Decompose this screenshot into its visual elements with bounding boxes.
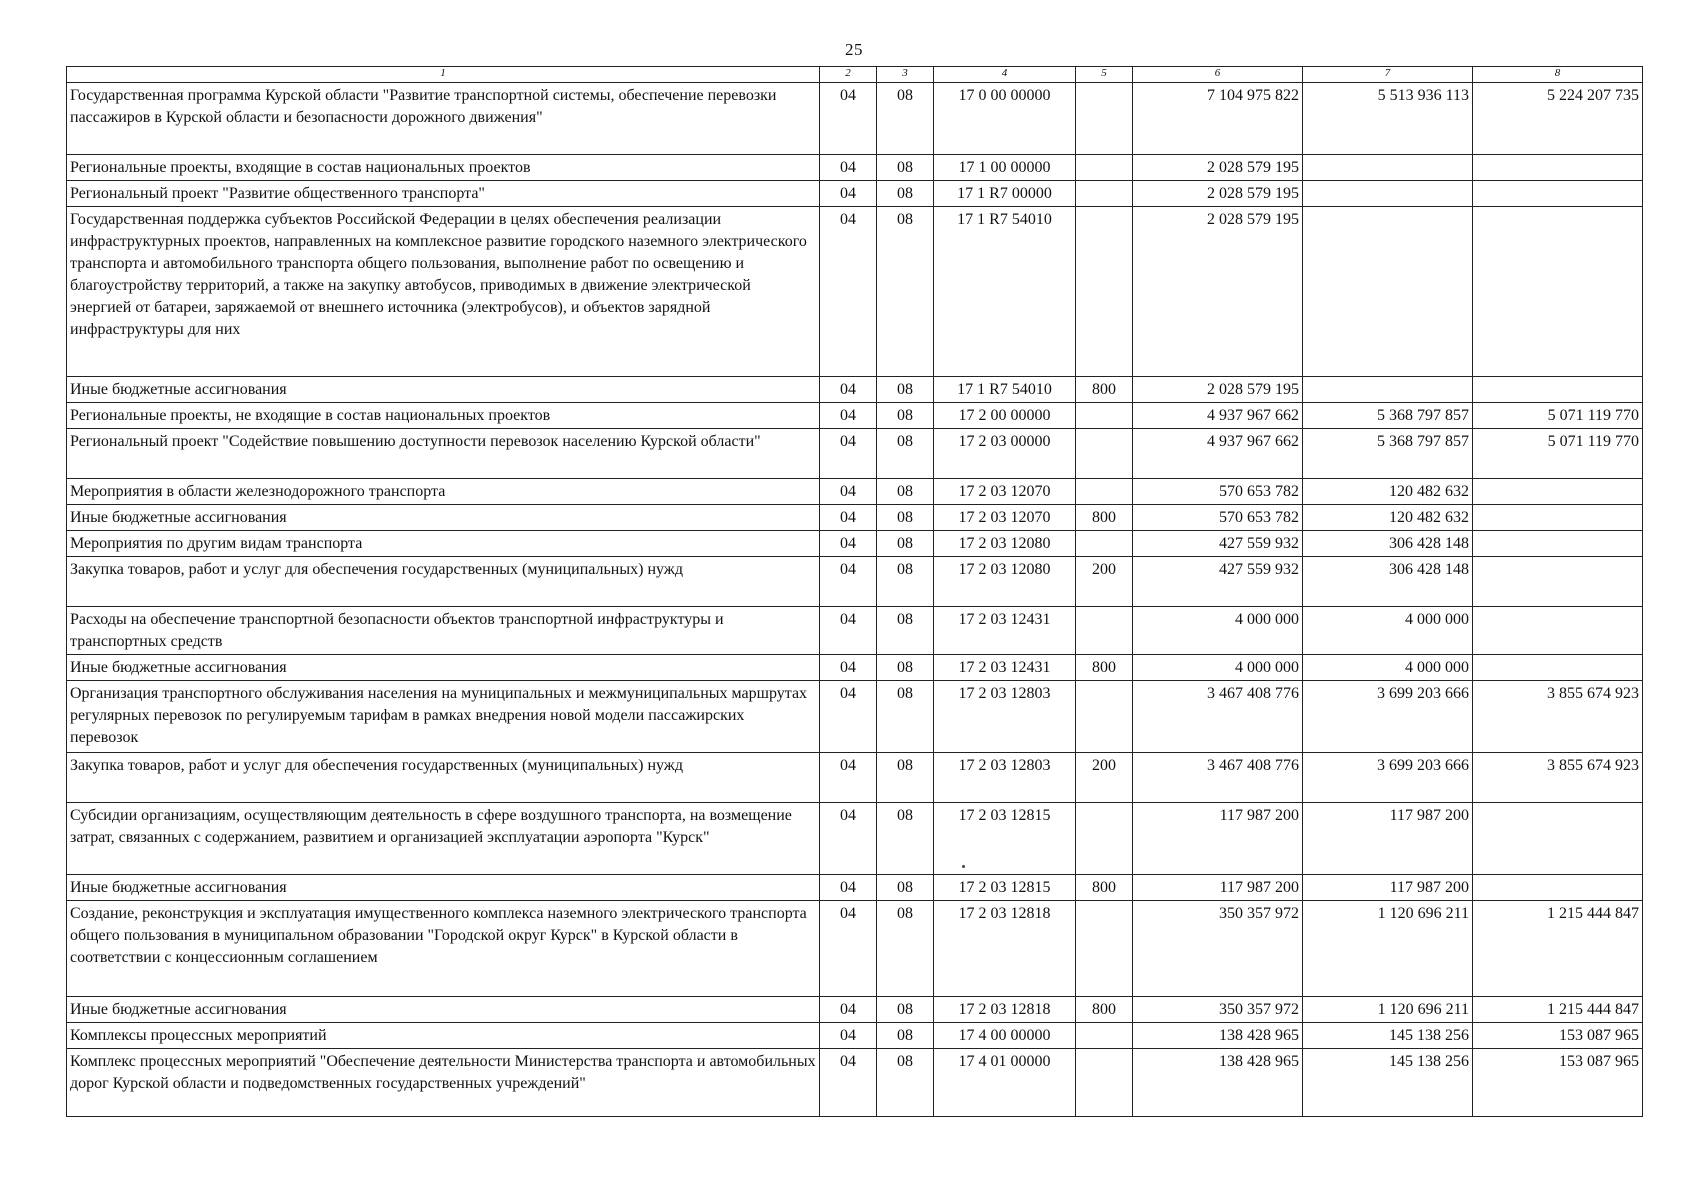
amount-year-3 bbox=[1473, 607, 1643, 655]
amount-year-1: 2 028 579 195 bbox=[1133, 377, 1303, 403]
row-name: Иные бюджетные ассигнования bbox=[67, 875, 820, 901]
amount-year-3 bbox=[1473, 181, 1643, 207]
amount-year-2: 5 368 797 857 bbox=[1303, 429, 1473, 479]
amount-year-3 bbox=[1473, 207, 1643, 377]
subsection-code: 08 bbox=[877, 531, 934, 557]
table-row bbox=[67, 1049, 1643, 1117]
target-article-code: 17 4 01 00000 bbox=[934, 1049, 1076, 1117]
subsection-code: 08 bbox=[877, 1023, 934, 1049]
subsection-code: 08 bbox=[877, 403, 934, 429]
amount-year-3 bbox=[1473, 155, 1643, 181]
row-name: Комплексы процессных мероприятий bbox=[67, 1023, 820, 1049]
table-row bbox=[67, 875, 1643, 901]
amount-year-3 bbox=[1473, 655, 1643, 681]
amount-year-1: 138 428 965 bbox=[1133, 1049, 1303, 1117]
expense-type-code bbox=[1076, 803, 1133, 875]
table-row bbox=[67, 1023, 1643, 1049]
section-code: 04 bbox=[820, 681, 877, 753]
expense-type-code: 800 bbox=[1076, 505, 1133, 531]
subsection-code: 08 bbox=[877, 901, 934, 997]
table-row bbox=[67, 531, 1643, 557]
expense-type-code: 800 bbox=[1076, 875, 1133, 901]
amount-year-1: 2 028 579 195 bbox=[1133, 155, 1303, 181]
amount-year-2: 117 987 200 bbox=[1303, 875, 1473, 901]
section-code: 04 bbox=[820, 479, 877, 505]
subsection-code: 08 bbox=[877, 207, 934, 377]
target-article-code: 17 2 03 12080 bbox=[934, 557, 1076, 607]
expense-type-code bbox=[1076, 181, 1133, 207]
amount-year-1: 117 987 200 bbox=[1133, 875, 1303, 901]
section-code: 04 bbox=[820, 403, 877, 429]
page-number: 25 bbox=[845, 40, 863, 59]
amount-year-1: 570 653 782 bbox=[1133, 479, 1303, 505]
target-article-code: 17 2 03 12070 bbox=[934, 505, 1076, 531]
amount-year-1: 117 987 200 bbox=[1133, 803, 1303, 875]
table-row bbox=[67, 997, 1643, 1023]
amount-year-3: 3 855 674 923 bbox=[1473, 681, 1643, 753]
section-code: 04 bbox=[820, 655, 877, 681]
amount-year-1: 4 937 967 662 bbox=[1133, 403, 1303, 429]
target-article-code: 17 1 00 00000 bbox=[934, 155, 1076, 181]
target-article-code: 17 2 03 00000 bbox=[934, 429, 1076, 479]
column-header: 6 bbox=[1133, 67, 1303, 83]
target-article-code: 17 0 00 00000 bbox=[934, 83, 1076, 155]
section-code: 04 bbox=[820, 875, 877, 901]
expense-type-code bbox=[1076, 531, 1133, 557]
amount-year-2: 1 120 696 211 bbox=[1303, 997, 1473, 1023]
amount-year-3: 153 087 965 bbox=[1473, 1049, 1643, 1117]
table-row bbox=[67, 505, 1643, 531]
amount-year-2: 1 120 696 211 bbox=[1303, 901, 1473, 997]
amount-year-3 bbox=[1473, 531, 1643, 557]
expense-type-code bbox=[1076, 479, 1133, 505]
amount-year-1: 570 653 782 bbox=[1133, 505, 1303, 531]
row-name: Региональный проект "Содействие повышению доступности перевозок населению Курской области" bbox=[67, 429, 820, 479]
amount-year-3: 153 087 965 bbox=[1473, 1023, 1643, 1049]
section-code: 04 bbox=[820, 1023, 877, 1049]
amount-year-3: 5 071 119 770 bbox=[1473, 403, 1643, 429]
row-name: Закупка товаров, работ и услуг для обеспечения государственных (муниципальных) нужд bbox=[67, 753, 820, 803]
subsection-code: 08 bbox=[877, 479, 934, 505]
subsection-code: 08 bbox=[877, 155, 934, 181]
row-name: Государственная программа Курской области "Развитие транспортной системы, обеспечение перевозки пассажиров в Курской области и безопасности дорожного движения" bbox=[67, 83, 820, 155]
expense-type-code bbox=[1076, 681, 1133, 753]
amount-year-2: 145 138 256 bbox=[1303, 1023, 1473, 1049]
subsection-code: 08 bbox=[877, 803, 934, 875]
section-code: 04 bbox=[820, 1049, 877, 1117]
amount-year-3 bbox=[1473, 557, 1643, 607]
column-header: 4 bbox=[934, 67, 1076, 83]
amount-year-1: 427 559 932 bbox=[1133, 557, 1303, 607]
amount-year-2: 306 428 148 bbox=[1303, 557, 1473, 607]
amount-year-2: 3 699 203 666 bbox=[1303, 681, 1473, 753]
target-article-code: 17 2 03 12070 bbox=[934, 479, 1076, 505]
section-code: 04 bbox=[820, 155, 877, 181]
target-article-code: 17 2 03 12818 bbox=[934, 901, 1076, 997]
expense-type-code bbox=[1076, 901, 1133, 997]
amount-year-3 bbox=[1473, 803, 1643, 875]
amount-year-2: 306 428 148 bbox=[1303, 531, 1473, 557]
column-header: 3 bbox=[877, 67, 934, 83]
target-article-code: 17 2 03 12803 bbox=[934, 681, 1076, 753]
target-article-code: 17 4 00 00000 bbox=[934, 1023, 1076, 1049]
expense-type-code bbox=[1076, 1049, 1133, 1117]
amount-year-2: 120 482 632 bbox=[1303, 505, 1473, 531]
section-code: 04 bbox=[820, 753, 877, 803]
expense-type-code bbox=[1076, 207, 1133, 377]
amount-year-2 bbox=[1303, 377, 1473, 403]
row-name: Региональные проекты, входящие в состав национальных проектов bbox=[67, 155, 820, 181]
subsection-code: 08 bbox=[877, 377, 934, 403]
amount-year-1: 3 467 408 776 bbox=[1133, 753, 1303, 803]
amount-year-3: 5 071 119 770 bbox=[1473, 429, 1643, 479]
table-row bbox=[67, 181, 1643, 207]
expense-type-code bbox=[1076, 429, 1133, 479]
subsection-code: 08 bbox=[877, 83, 934, 155]
expense-type-code: 800 bbox=[1076, 377, 1133, 403]
target-article-code: 17 2 03 12815 bbox=[934, 875, 1076, 901]
section-code: 04 bbox=[820, 607, 877, 655]
target-article-code: 17 2 03 12815 bbox=[934, 803, 1076, 875]
amount-year-3: 1 215 444 847 bbox=[1473, 901, 1643, 997]
section-code: 04 bbox=[820, 377, 877, 403]
expense-type-code bbox=[1076, 607, 1133, 655]
amount-year-3: 3 855 674 923 bbox=[1473, 753, 1643, 803]
section-code: 04 bbox=[820, 181, 877, 207]
section-code: 04 bbox=[820, 901, 877, 997]
expense-type-code bbox=[1076, 403, 1133, 429]
row-name: Мероприятия в области железнодорожного транспорта bbox=[67, 479, 820, 505]
expense-type-code: 800 bbox=[1076, 997, 1133, 1023]
table-row bbox=[67, 901, 1643, 997]
row-name: Комплекс процессных мероприятий "Обеспечение деятельности Министерства транспорта и автомобильных дорог Курской области и подведомственных государственных учреждений" bbox=[67, 1049, 820, 1117]
amount-year-1: 3 467 408 776 bbox=[1133, 681, 1303, 753]
target-article-code: 17 2 03 12803 bbox=[934, 753, 1076, 803]
column-header: 2 bbox=[820, 67, 877, 83]
expense-type-code bbox=[1076, 155, 1133, 181]
table-row bbox=[67, 655, 1643, 681]
column-header: 7 bbox=[1303, 67, 1473, 83]
amount-year-2: 5 368 797 857 bbox=[1303, 403, 1473, 429]
table-row bbox=[67, 681, 1643, 753]
row-name: Государственная поддержка субъектов Российской Федерации в целях обеспечения реализации инфраструктурных проектов, направленных на комплексное развитие городского наземного электрического транспорта и автомобильного транспорта общего пользования, выполнение работ по освещению и благоустройству территорий, а также на закупку автобусов, приводимых в движение электрической энергией от батареи, заряжаемой от внешнего источника (электробусов), и объектов зарядной инфраструктуры для них bbox=[67, 207, 820, 377]
subsection-code: 08 bbox=[877, 181, 934, 207]
row-name: Создание, реконструкция и эксплуатация имущественного комплекса наземного электрического транспорта общего пользования в муниципальном образовании "Городской округ Курск" в Курской области в соответствии с концессионным соглашением bbox=[67, 901, 820, 997]
expense-type-code: 200 bbox=[1076, 753, 1133, 803]
section-code: 04 bbox=[820, 429, 877, 479]
expense-type-code bbox=[1076, 1023, 1133, 1049]
amount-year-1: 138 428 965 bbox=[1133, 1023, 1303, 1049]
amount-year-1: 4 000 000 bbox=[1133, 607, 1303, 655]
row-name: Расходы на обеспечение транспортной безопасности объектов транспортной инфраструктуры и транспортных средств bbox=[67, 607, 820, 655]
column-number-row bbox=[67, 67, 1643, 83]
section-code: 04 bbox=[820, 207, 877, 377]
target-article-code: 17 2 00 00000 bbox=[934, 403, 1076, 429]
table-row bbox=[67, 155, 1643, 181]
table-row bbox=[67, 753, 1643, 803]
row-name: Иные бюджетные ассигнования bbox=[67, 377, 820, 403]
expense-type-code: 200 bbox=[1076, 557, 1133, 607]
amount-year-2 bbox=[1303, 181, 1473, 207]
table-row bbox=[67, 607, 1643, 655]
amount-year-3: 5 224 207 735 bbox=[1473, 83, 1643, 155]
expense-type-code bbox=[1076, 83, 1133, 155]
subsection-code: 08 bbox=[877, 997, 934, 1023]
table-row bbox=[67, 557, 1643, 607]
subsection-code: 08 bbox=[877, 1049, 934, 1117]
target-article-code: 17 1 R7 54010 bbox=[934, 207, 1076, 377]
amount-year-1: 350 357 972 bbox=[1133, 901, 1303, 997]
table-row bbox=[67, 83, 1643, 155]
amount-year-1: 427 559 932 bbox=[1133, 531, 1303, 557]
amount-year-2: 5 513 936 113 bbox=[1303, 83, 1473, 155]
table-row bbox=[67, 479, 1643, 505]
section-code: 04 bbox=[820, 997, 877, 1023]
amount-year-1: 350 357 972 bbox=[1133, 997, 1303, 1023]
subsection-code: 08 bbox=[877, 429, 934, 479]
row-name: Мероприятия по другим видам транспорта bbox=[67, 531, 820, 557]
subsection-code: 08 bbox=[877, 753, 934, 803]
column-header: 5 bbox=[1076, 67, 1133, 83]
amount-year-2 bbox=[1303, 207, 1473, 377]
target-article-code: 17 2 03 12431 bbox=[934, 607, 1076, 655]
section-code: 04 bbox=[820, 83, 877, 155]
table-row bbox=[67, 429, 1643, 479]
amount-year-2: 145 138 256 bbox=[1303, 1049, 1473, 1117]
amount-year-3 bbox=[1473, 505, 1643, 531]
amount-year-1: 7 104 975 822 bbox=[1133, 83, 1303, 155]
subsection-code: 08 bbox=[877, 655, 934, 681]
subsection-code: 08 bbox=[877, 505, 934, 531]
row-name: Иные бюджетные ассигнования bbox=[67, 505, 820, 531]
amount-year-2: 117 987 200 bbox=[1303, 803, 1473, 875]
amount-year-2: 4 000 000 bbox=[1303, 607, 1473, 655]
section-code: 04 bbox=[820, 557, 877, 607]
row-name: Иные бюджетные ассигнования bbox=[67, 655, 820, 681]
amount-year-2: 4 000 000 bbox=[1303, 655, 1473, 681]
table-row bbox=[67, 403, 1643, 429]
row-name: Организация транспортного обслуживания населения на муниципальных и межмуниципальных маршрутах регулярных перевозок по регулируемым тарифам в рамках внедрения новой модели пассажирских перевозок bbox=[67, 681, 820, 753]
table-row bbox=[67, 803, 1643, 875]
subsection-code: 08 bbox=[877, 875, 934, 901]
table-row bbox=[67, 377, 1643, 403]
amount-year-2 bbox=[1303, 155, 1473, 181]
target-article-code: 17 1 R7 00000 bbox=[934, 181, 1076, 207]
subsection-code: 08 bbox=[877, 607, 934, 655]
section-code: 04 bbox=[820, 803, 877, 875]
row-name: Региональный проект "Развитие общественного транспорта" bbox=[67, 181, 820, 207]
section-code: 04 bbox=[820, 505, 877, 531]
amount-year-3: 1 215 444 847 bbox=[1473, 997, 1643, 1023]
expense-type-code: 800 bbox=[1076, 655, 1133, 681]
table-row bbox=[67, 207, 1643, 377]
row-name: Субсидии организациям, осуществляющим деятельность в сфере воздушного транспорта, на возмещение затрат, связанных с содержанием, развитием и организацией эксплуатации аэропорта "Курск" bbox=[67, 803, 820, 875]
amount-year-1: 4 000 000 bbox=[1133, 655, 1303, 681]
scan-artifact-dot bbox=[962, 865, 965, 868]
target-article-code: 17 2 03 12080 bbox=[934, 531, 1076, 557]
column-header: 8 bbox=[1473, 67, 1643, 83]
row-name: Закупка товаров, работ и услуг для обеспечения государственных (муниципальных) нужд bbox=[67, 557, 820, 607]
amount-year-2: 120 482 632 bbox=[1303, 479, 1473, 505]
row-name: Иные бюджетные ассигнования bbox=[67, 997, 820, 1023]
section-code: 04 bbox=[820, 531, 877, 557]
row-name: Региональные проекты, не входящие в состав национальных проектов bbox=[67, 403, 820, 429]
amount-year-1: 2 028 579 195 bbox=[1133, 207, 1303, 377]
amount-year-1: 4 937 967 662 bbox=[1133, 429, 1303, 479]
subsection-code: 08 bbox=[877, 681, 934, 753]
budget-table bbox=[66, 66, 1643, 1117]
amount-year-3 bbox=[1473, 377, 1643, 403]
column-header: 1 bbox=[67, 67, 820, 83]
amount-year-1: 2 028 579 195 bbox=[1133, 181, 1303, 207]
target-article-code: 17 2 03 12818 bbox=[934, 997, 1076, 1023]
subsection-code: 08 bbox=[877, 557, 934, 607]
amount-year-3 bbox=[1473, 479, 1643, 505]
target-article-code: 17 2 03 12431 bbox=[934, 655, 1076, 681]
amount-year-2: 3 699 203 666 bbox=[1303, 753, 1473, 803]
target-article-code: 17 1 R7 54010 bbox=[934, 377, 1076, 403]
amount-year-3 bbox=[1473, 875, 1643, 901]
